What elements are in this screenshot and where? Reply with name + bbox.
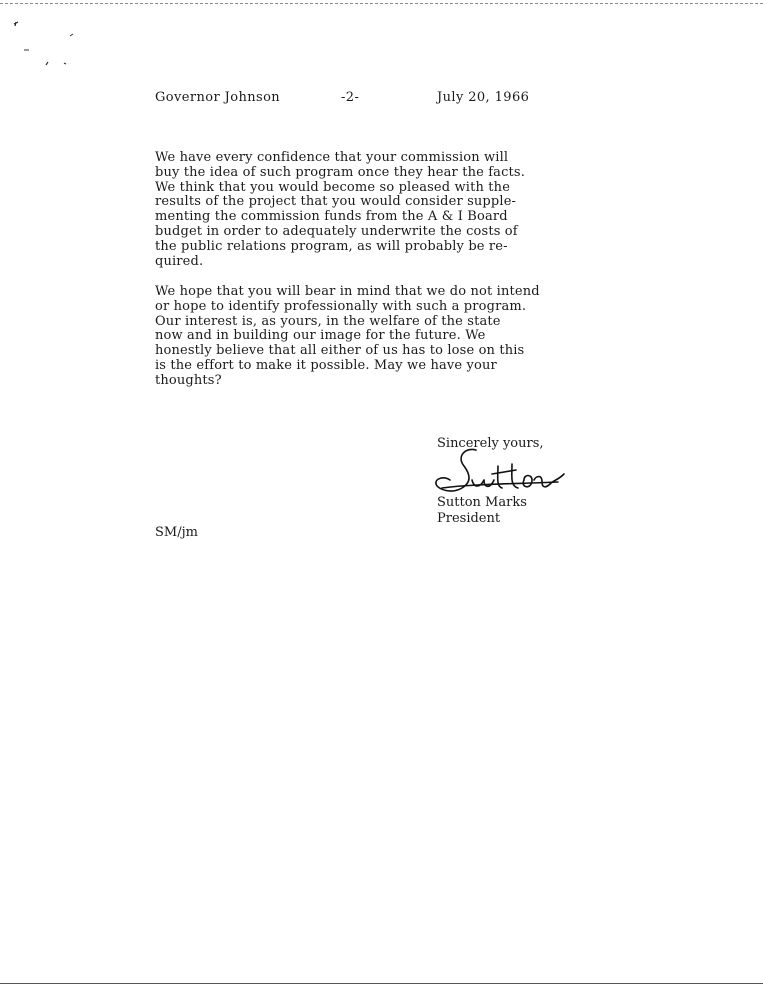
header-page-marker: -2- — [341, 90, 360, 105]
paragraph-line: thoughts? — [155, 372, 222, 388]
paragraph-line: We hope that you will bear in mind that we do not intend — [155, 284, 540, 299]
paragraph-line: We have every confidence that your commission will — [155, 150, 509, 165]
paragraph-line: honestly believe that all either of us has to lose on this — [155, 343, 525, 359]
body-paragraph-2 — [155, 285, 540, 389]
header-recipient: Governor Johnson — [155, 90, 281, 105]
paragraph-line: buy the idea of such program once they hear the facts. — [155, 164, 525, 180]
letter-header — [155, 90, 555, 108]
signer-name: Sutton Marks — [437, 495, 527, 510]
paragraph-line: quired. — [155, 253, 204, 269]
paragraph-line: now and in building our image for the future. We — [155, 328, 486, 344]
paragraph-line: Our interest is, as yours, in the welfare of the state — [155, 313, 501, 329]
paragraph-line: results of the project that you would consider supple- — [155, 194, 517, 210]
signer-title: President — [437, 510, 501, 526]
paragraph-line: menting the commission funds from the A & I Board — [155, 209, 508, 225]
signer-block — [437, 495, 527, 526]
paragraph-line: or hope to identify professionally with such a program. — [155, 298, 527, 314]
header-date: July 20, 1966 — [437, 90, 530, 105]
paragraph-line: is the effort to make it possible. May we have your — [155, 357, 497, 373]
paragraph-line: We think that you would become so pleased with the — [155, 179, 511, 195]
typist-initials: SM/jm — [155, 525, 198, 540]
scan-specks — [0, 0, 120, 80]
handwritten-signature — [432, 444, 567, 496]
paragraph-line: budget in order to adequately underwrite the costs of — [155, 223, 518, 239]
body-paragraph-1 — [155, 151, 525, 269]
paragraph-line: the public relations program, as will probably be re- — [155, 238, 508, 254]
bottom-edge-rule — [0, 983, 763, 984]
complimentary-close: Sincerely yours, — [437, 436, 544, 451]
